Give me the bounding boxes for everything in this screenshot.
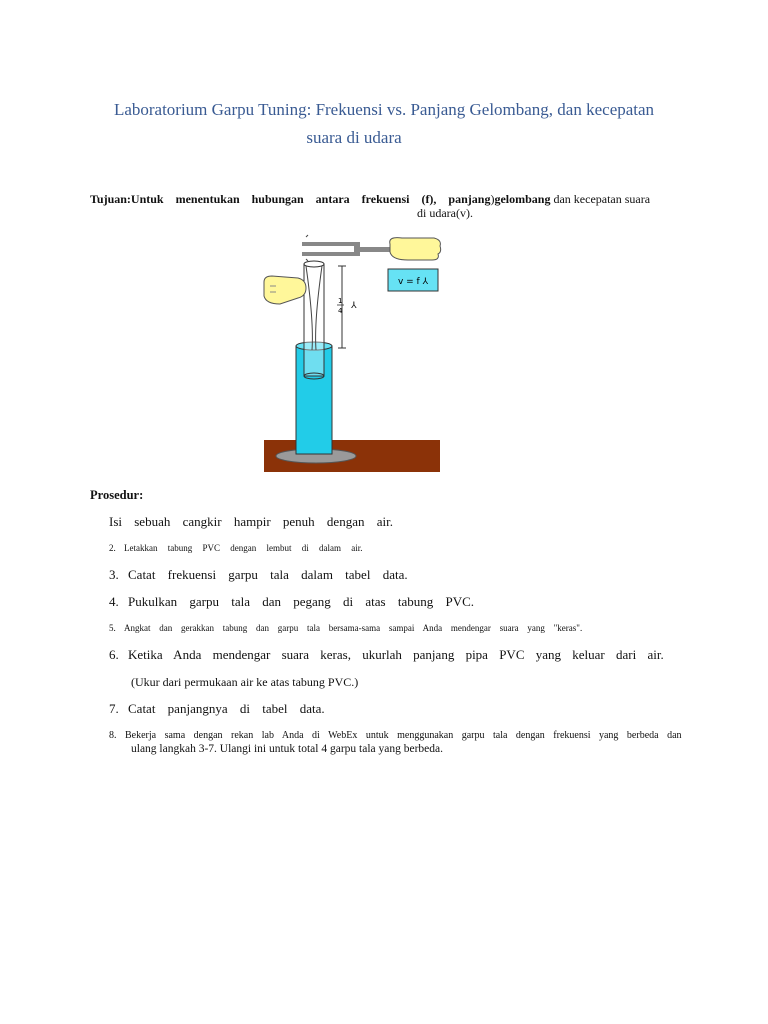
- objective-text-paren: )gelombang dan kecepatan suara: [490, 192, 651, 206]
- step-number: 5.: [109, 623, 116, 633]
- procedure-step-1: [109, 514, 393, 530]
- objective-text-end: dan kecepatan suara: [553, 192, 651, 206]
- left-hand: [264, 276, 306, 304]
- step-text: Letakkan tabung PVC dengan lembut di dalam air.: [124, 543, 363, 553]
- step-text: Catat frekuensi garpu tala dalam tabel data.: [128, 567, 408, 582]
- fraction-numerator: 1: [338, 297, 343, 305]
- step-number: 4.: [109, 594, 119, 609]
- step-text: Pukulkan garpu tala dan pegang di atas tabung PVC.: [128, 594, 475, 609]
- step-number: 8.: [109, 730, 117, 741]
- objective-paragraph: [90, 192, 651, 220]
- pvc-tube-top: [304, 261, 324, 267]
- resonance-tube-figure: [262, 232, 442, 474]
- procedure-step-6: [109, 647, 664, 663]
- procedure-step-2: [109, 543, 362, 553]
- procedure-step-8-continuation: ulang langkah 3-7. Ulangi ini untuk total 4 garpu tala yang berbeda.: [131, 743, 444, 755]
- procedure-step-6-continuation: (Ukur dari permukaan air ke atas tabung PVC.): [131, 675, 359, 689]
- procedure-step-5: [109, 623, 582, 633]
- step-text: Isi sebuah cangkir hampir penuh dengan air.: [109, 514, 393, 529]
- page-title-line-2: suara di udara: [306, 128, 402, 147]
- formula-text: v = f ⅄: [397, 277, 429, 287]
- tuning-fork-prong-top: [302, 242, 358, 246]
- right-hand: [390, 238, 441, 260]
- step-number: 2.: [109, 543, 116, 553]
- tuning-fork-vibration-mark: [306, 235, 308, 261]
- procedure-heading: Prosedur:: [90, 488, 144, 502]
- step-text: Angkat dan gerakkan tabung dan garpu tala bersama-sama sampai Anda mendengar suara yang "keras".: [124, 623, 583, 633]
- step-number: 6.: [109, 647, 119, 662]
- objective-text-line-2: di udara(v).: [417, 206, 473, 220]
- procedure-step-3: [109, 567, 408, 583]
- page-title: Laboratorium Garpu Tuning: Frekuensi vs. Panjang Gelombang, dan kecepatan: [113, 100, 655, 119]
- objective-bold-word: gelombang: [494, 192, 551, 206]
- fraction-denominator: 4: [338, 307, 343, 315]
- objective-label: Tujuan:: [90, 192, 131, 206]
- pvc-tube: [304, 264, 324, 376]
- procedure-step-7: [109, 701, 325, 717]
- step-text: Catat panjangnya di tabel data.: [128, 701, 325, 716]
- procedure-step-8: [109, 730, 682, 741]
- tuning-fork-prong-bottom: [302, 252, 358, 256]
- step-number: 7.: [109, 701, 119, 716]
- lambda-symbol: ⅄: [351, 301, 357, 311]
- procedure-step-4: [109, 594, 474, 610]
- step-text: Ketika Anda mendengar suara keras, ukurlah panjang pipa PVC yang keluar dari air.: [128, 647, 664, 662]
- objective-text: Untuk menentukan hubungan antara frekuensi (f), panjang: [130, 192, 491, 206]
- tuning-fork-handle: [358, 247, 394, 252]
- step-text: Bekerja sama dengan rekan lab Anda di WebEx untuk menggunakan garpu tala dengan frekuensi yang berbeda dan: [125, 730, 682, 741]
- step-number: 3.: [109, 567, 119, 582]
